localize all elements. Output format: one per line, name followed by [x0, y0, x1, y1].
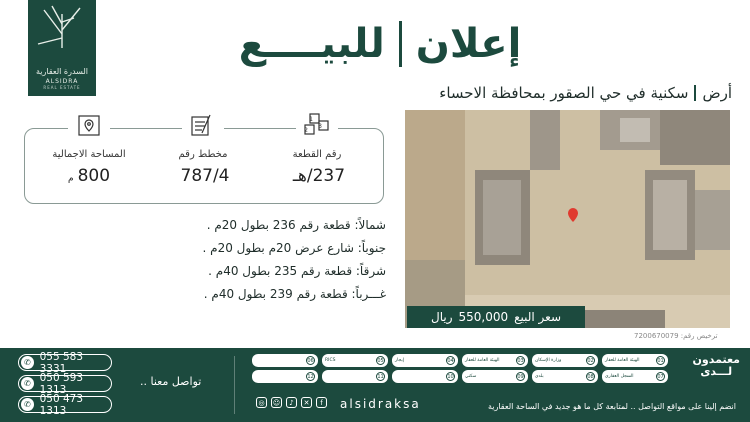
- svg-text:3: 3: [318, 123, 322, 130]
- property-description: سكنية في حي الصقور بمحافظة الاحساء: [439, 84, 689, 102]
- partner-logos: [252, 354, 668, 383]
- partner-badge: 01 الهيئة العامة للعقار: [602, 354, 668, 367]
- whatsapp-icon: ✆: [21, 356, 34, 369]
- whatsapp-icon: ✆: [21, 398, 34, 411]
- property-subtitle: [439, 84, 732, 102]
- boundary-west: غـــرباً: قطعة رقم 239 بطول 40م .: [203, 287, 386, 301]
- price-tag: [407, 306, 585, 328]
- boundary-east: شرقاً: قطعة رقم 235 بطول 40م .: [208, 264, 386, 278]
- partner-badge: 03 الهيئة العامة للعقار: [462, 354, 528, 367]
- partner-badge: 08 بلدي: [532, 370, 598, 383]
- partner-badge: 12: [252, 370, 318, 383]
- partner-badge: 06: [252, 354, 318, 367]
- partner-badge: 05 RICS: [322, 354, 388, 367]
- facebook-icon[interactable]: f: [316, 397, 327, 408]
- instagram-icon[interactable]: ◎: [256, 397, 267, 408]
- plot-boundaries: [190, 214, 386, 306]
- info-label: رقم القطعة: [292, 149, 342, 160]
- property-info-box: [24, 116, 384, 204]
- tiktok-icon[interactable]: ♪: [286, 397, 297, 408]
- boundary-south: جنوباً: شارع عرض 20م بطول 20م .: [202, 241, 386, 255]
- headline-word-announcement: إعلان: [415, 21, 522, 67]
- contact-us-label: تواصل معنا ..: [140, 375, 202, 388]
- partner-badge: 07 السجل العقاري: [602, 370, 668, 383]
- social-cta: انضم إلينا على مواقع التواصل .. لمتابعة كل ما هو جديد في الساحة العقارية: [487, 402, 736, 411]
- info-value: 237/هـ: [292, 166, 346, 186]
- x-icon[interactable]: ✕: [301, 397, 312, 408]
- map-pin-icon: [68, 113, 110, 141]
- info-value: 800م: [67, 166, 111, 186]
- partner-badge: 11: [322, 370, 388, 383]
- phone-number[interactable]: ✆ 055 583 3331: [18, 354, 112, 371]
- partner-badge: 10: [392, 370, 458, 383]
- phone-list: [18, 350, 112, 417]
- phone-number[interactable]: ✆ 050 593 1313: [18, 375, 112, 392]
- partner-badge: 04 إيجار: [392, 354, 458, 367]
- info-value: 787/4: [180, 166, 230, 186]
- svg-text:1: 1: [309, 116, 313, 123]
- headline-divider: [399, 21, 402, 67]
- property-type: أرض: [702, 84, 732, 102]
- license-number: ترخيص رقم: 7200670079: [634, 332, 718, 340]
- brand-name-en: ALSIDRA: [45, 78, 79, 85]
- headline: [210, 14, 550, 74]
- whatsapp-icon: ✆: [21, 377, 34, 390]
- brand-name-ar: السدرة العقارية: [36, 67, 88, 76]
- snapchat-icon[interactable]: ☺: [272, 398, 281, 407]
- partner-badge: 02 وزارة الإسكان: [532, 354, 598, 367]
- subtitle-divider: [694, 85, 696, 101]
- approved-by-label: معتمدون لـــدى: [692, 353, 740, 378]
- phone-number[interactable]: ✆ 050 473 1313: [18, 396, 112, 413]
- social-icons: [256, 397, 327, 408]
- blueprint-icon: [182, 113, 224, 141]
- svg-text:2: 2: [304, 127, 308, 134]
- headline-word-for-sale: للبيــــع: [238, 21, 385, 67]
- aerial-photo: [405, 110, 730, 328]
- boundary-north: شمالاً: قطعة رقم 236 بطول 20م .: [206, 218, 386, 232]
- footer-divider: [234, 356, 235, 414]
- numbered-blocks-icon: [296, 113, 338, 141]
- aerial-map-image: [405, 110, 730, 328]
- social-handle[interactable]: alsidraksa: [340, 397, 421, 411]
- price-amount: 550,000: [458, 310, 509, 324]
- brand-name-sub: REAL ESTATE: [43, 85, 81, 90]
- brand-logo: [28, 0, 96, 96]
- info-label: مخطط رقم: [178, 149, 228, 160]
- partner-badge: 09 سكني: [462, 370, 528, 383]
- price-label: سعر البيع: [514, 310, 562, 324]
- tree-logo-icon: [34, 4, 90, 48]
- price-currency: ريال: [430, 310, 453, 324]
- info-label: المساحة الاجمالية: [52, 149, 126, 160]
- footer: [0, 348, 750, 422]
